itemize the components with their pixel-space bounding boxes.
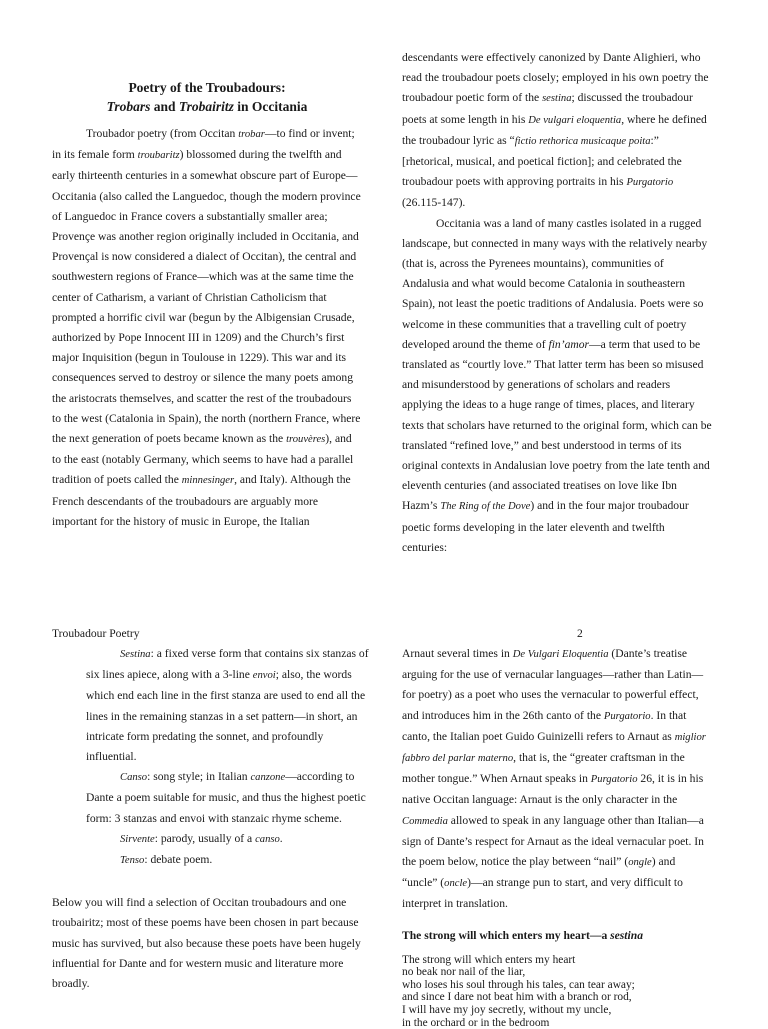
definition-sirvente: Sirvente: parody, usually of a canso.: [120, 831, 283, 845]
page-number: 2: [577, 627, 583, 640]
intro-paragraph: Troubador poetry (from Occitan trobar—to find or invent; in its female form troubaritz) blossomed during the twelfth and early thirteenth centuries in a somewhat obscure part of Europe—Occitania (also called the Languedoc, though the modern province of Languedoc in France covers a substantially smaller area; Provençe was another region originally included in Occitania, and Provençal is now considered a dialect of Occitan), the central and southwestern regions of France—which was at the same time the center of Catharism, a variant of Christian Catholicism that prompted a horrific civil war (begun by the Albigensian Crusade, authorized by Pope Innocent III in 1209) and the Church’s first major Inquisition (begun in Toulouse in 1229). This war and its consequences served to destroy or silence the many poets among the aristocrats themselves, and scatter the rest of the troubadours to the west (Catalonia in Spain), the north (northern France, where the next generation of poets became known as the trouvères), and to the east (notably Germany, which seems to have had a parallel tradition of poets called the minnesinger, and Italy). Although the French descendants of the troubadours are arguably more important for the history of music in Europe, the Italian: [52, 127, 361, 528]
page1-right-column: [402, 48, 712, 558]
occitania-paragraph: Occitania was a land of many castles isolated in a rugged landscape, but connected in many ways with the relatively nearby (that is, across the Pyrenees mountains), communities of Andalusia and what would become Catalonia in southeastern Spain), not least the poetic traditions of Andalusia. Poets were so welcome in these communities that a travelling cult of poetry developed around the theme of fin’amor—a term that used to be translated as “courtly love.” That latter term has been so misused and misunderstood by generations of scholars and readers applying the ideas to a huge range of times, places, and literary texts that scholars have returned to the original form, which can be translated “refined love,” and best understood in terms of its original contexts in Andalusian love poetry from the late tenth and eleventh centuries (and associated treatises on love like Ibn Hazm’s The Ring of the Dove) and in the four major troubadour poetic forms developing in the later eleventh and twelfth centuries:: [402, 216, 712, 554]
page2-right-column: [402, 644, 712, 1029]
definition-sestina: Sestina: a fixed verse form that contains six stanzas of six lines apiece, along with a 3-line envoi; also, the words which end each line in the first stanza are used to end all the lines in the remaining stanzas in a set pattern—in short, an intricate form predating the sonnet, and profoundly influential.: [86, 647, 369, 764]
page1-left-column: [52, 78, 362, 532]
definition-canso: Canso: song style; in Italian canzone—according to Dante a poem suitable for music, and thus the highest poetic form: 3 stanzas and envoi with stanzaic rhyme scheme.: [86, 770, 366, 825]
dante-paragraph: descendants were effectively canonized by Dante Alighieri, who read the troubadour poets closely; employed in his own poetry the troubadour poetic form of the sestina; discussed the troubadour poets at some length in his De vulgari eloquentia, where he defined the troubadour lyric as “fictio rethorica musicaque poita:” [rhetorical, musical, and poetical fiction]; and celebrated the troubadour poets with approving portraits in his Purgatorio (26.115-147).: [402, 51, 709, 210]
poem-title: The strong will which enters my heart—a sestina: [402, 928, 643, 942]
selection-paragraph: Below you will find a selection of Occitan troubadours and one troubairitz; most of these poems have been chosen in part because music has survived, but also because these poets have been hugely influential for Dante and for western music and literature more broadly.: [52, 896, 361, 991]
arnaut-paragraph: Arnaut several times in De Vulgari Eloquentia (Dante’s treatise arguing for the use of vernacular languages—rather than Latin—for poetry) as a poet who uses the vernacular to powerful effect, and introduces him in the 26th canto of the Purgatorio. In that canto, the Italian poet Guido Guinizelli refers to Arnaut as miglior fabbro del parlar materno, that is, the “greater craftsman in the mother tongue.” When Arnaut speaks in Purgatorio 26, it is in his native Occitan language: Arnaut is the only character in the Commedia allowed to speak in any language other than Italian—a sign of Dante’s respect for Arnaut as the ideal vernacular poet. In the poem below, notice the play between “nail” (ongle) and “uncle” (oncle)—an strange pun to start, and very difficult to interpret in translation.: [402, 647, 706, 911]
page2-left-column: [52, 644, 372, 994]
page-title-line1: Poetry of the Troubadours:: [128, 80, 286, 95]
poem-text: The strong will which enters my heart no beak nor nail of the liar, who loses his soul through his tales, can tear away; and since I dare not beat him with a branch or rod, I will have my joy secretly, without my uncle, in the orchard or in the bedroom: [402, 953, 635, 1029]
page-title-line2: Trobars and Trobairitz in Occitania: [106, 99, 308, 114]
definition-tenso: Tenso: debate poem.: [120, 853, 213, 867]
running-head: Troubadour Poetry: [52, 627, 140, 640]
